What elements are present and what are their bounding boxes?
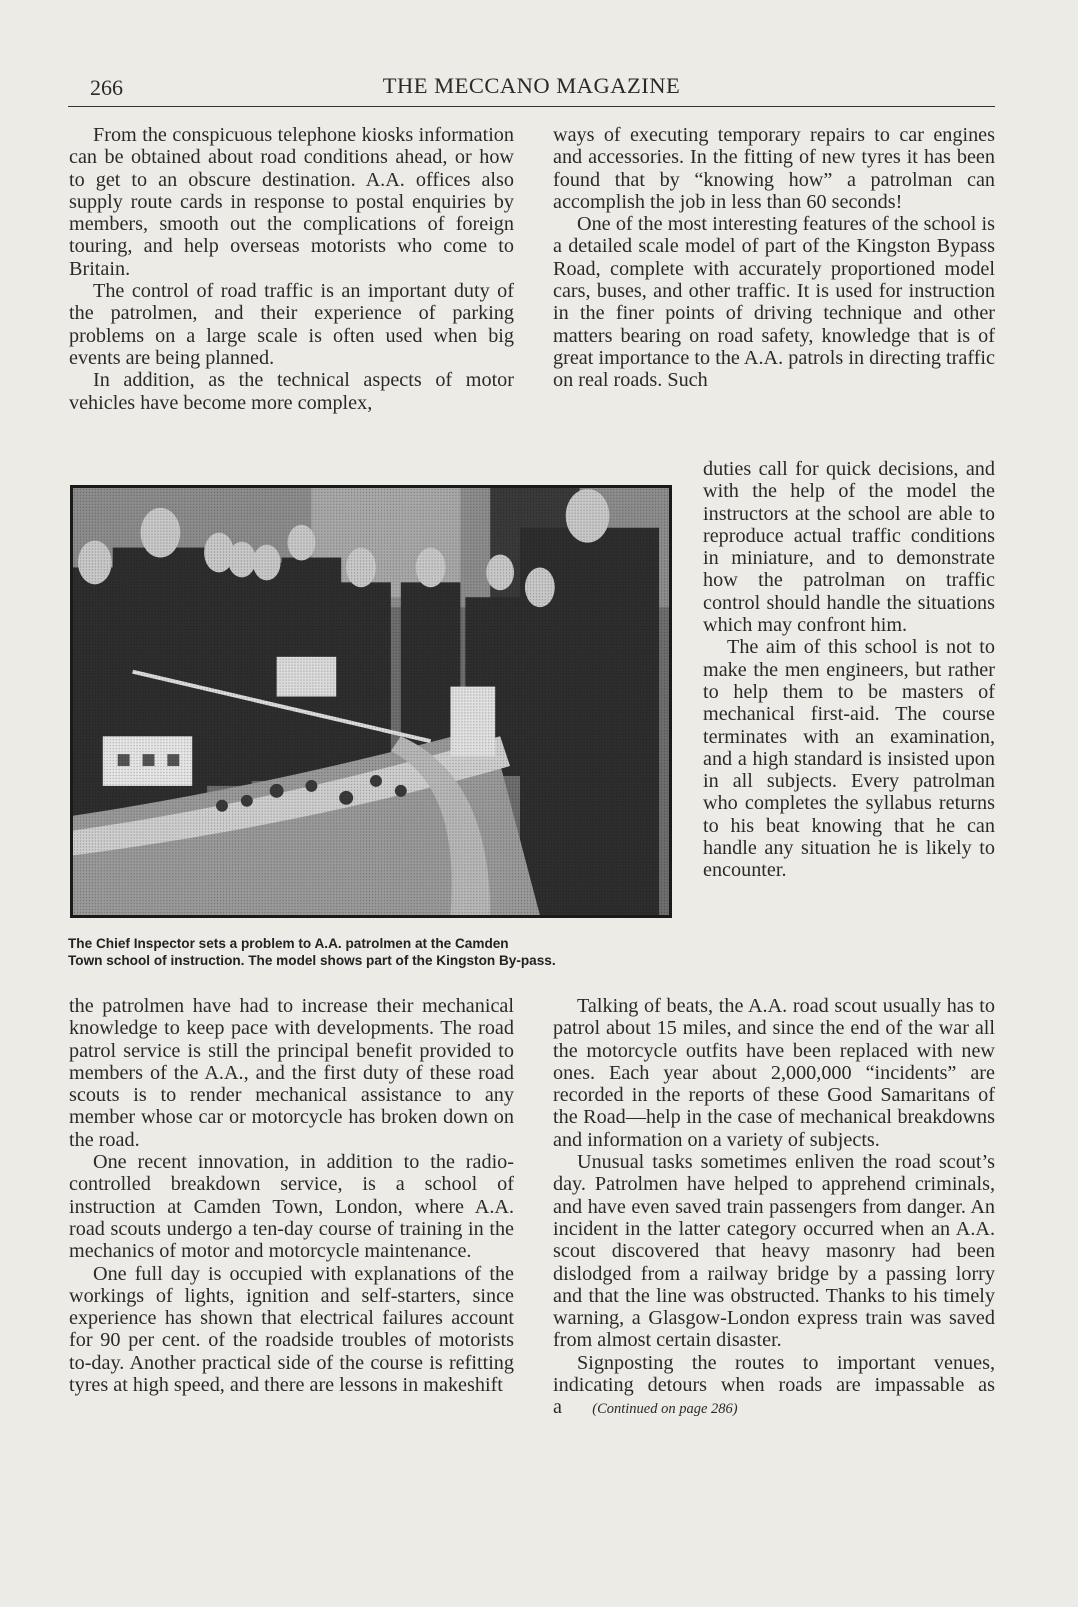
page-number: 266 xyxy=(90,75,123,100)
page-header xyxy=(68,72,995,107)
right-column-bottom xyxy=(553,995,995,1421)
paragraph: Talking of beats, the A.A. road scout usually has to patrol about 15 miles, and since the end of the war all the motorcycle outfits have been replaced with new ones. Each year about 2,000,000 “incidents” are recorded in the reports of these Good Samaritans of the Road—help in the case of mechanical breakdowns and information on a variety of subjects. xyxy=(553,995,995,1151)
patrolmen-model-photo xyxy=(73,488,669,915)
paragraph: In addition, as the technical aspects of motor vehicles have become more complex, xyxy=(69,369,514,414)
paragraph: One of the most interesting features of the school is a detailed scale model of part of the Kingston Bypass Road, complete with accurately proportioned model cars, buses, and other traffic. It is used for instruction in the finer points of driving technique and other matters bearing on road safety, knowledge that is of great importance to the A.A. patrols in directing traffic on real roads. Such xyxy=(553,213,995,392)
paragraph: The aim of this school is not to make the men engineers, but rather to help them to be masters of mechanical first-aid. The course terminates with an examination, and a high standard is insisted upon in all subjects. Every patrolman who completes the syllabus returns to his beat knowing that he can handle any situation he is likely to encounter. xyxy=(703,636,995,882)
paragraph: One full day is occupied with explanations of the workings of lights, ignition and self-starters, since experience has shown that electrical failures account for 90 per cent. of the roadside troubles of motorists to-day. Another practical side of the course is refitting tyres at high speed, and there are lessons in makeshift xyxy=(69,1262,514,1397)
photo-caption xyxy=(68,935,674,969)
paragraph-text: Signposting the routes to important venues, indicating detours when roads are impassable as a xyxy=(553,1351,995,1419)
paragraph xyxy=(553,1352,995,1421)
paragraph: From the conspicuous telephone kiosks information can be obtained about road conditions ahead, or how to get to an obscure destination. A.A. offices also supply route cards in response to postal enquiries by members, smooth out the complications of foreign touring, and help overseas motorists who come to Britain. xyxy=(69,124,514,280)
right-column-wrap xyxy=(703,458,995,882)
photograph xyxy=(70,485,672,918)
caption-line: The Chief Inspector sets a problem to A.A. patrolmen at the Camden xyxy=(68,936,509,951)
paragraph: The control of road traffic is an important duty of the patrolmen, and their experience of parking problems on a large scale is often used when big events are being planned. xyxy=(69,280,514,369)
paragraph: the patrolmen have had to increase their mechanical knowledge to keep pace with developments. The road patrol service is still the principal benefit provided to members of the A.A., and the first duty of these road scouts is to render mechanical assistance to any member whose car or motorcycle has broken down on the road. xyxy=(69,995,514,1151)
magazine-title: THE MECCANO MAGAZINE xyxy=(382,73,681,98)
caption-line: Town school of instruction. The model shows part of the Kingston By-pass. xyxy=(68,953,556,968)
paragraph: One recent innovation, in addition to the radio-controlled breakdown service, is a school of instruction at Camden Town, London, where A.A. road scouts undergo a ten-day course of training in the mechanics of motor and motorcycle maintenance. xyxy=(69,1151,514,1263)
continued-note: (Continued on page 286) xyxy=(592,1401,738,1418)
paragraph: Unusual tasks sometimes enliven the road scout’s day. Patrolmen have helped to apprehend criminals, and have even saved train passengers from danger. An incident in the latter category occurred when an A.A. scout discovered that heavy masonry had been dislodged from a railway bridge by a passing lorry and that the line was obstructed. Thanks to his timely warning, a Glasgow-London express train was saved from almost certain disaster. xyxy=(553,1151,995,1352)
left-column-top xyxy=(69,124,514,414)
left-column-bottom xyxy=(69,995,514,1396)
paragraph: duties call for quick decisions, and with the help of the model the instructors at the school are able to reproduce actual traffic conditions in miniature, and to demonstrate how the patrolman on traffic control should handle the situations which may confront him. xyxy=(703,458,995,637)
right-column-top xyxy=(553,124,995,392)
paragraph: ways of executing temporary repairs to car engines and accessories. In the fitting of new tyres it has been found that by “knowing how” a patrolman can accomplish the job in less than 60 seconds! xyxy=(553,124,995,213)
